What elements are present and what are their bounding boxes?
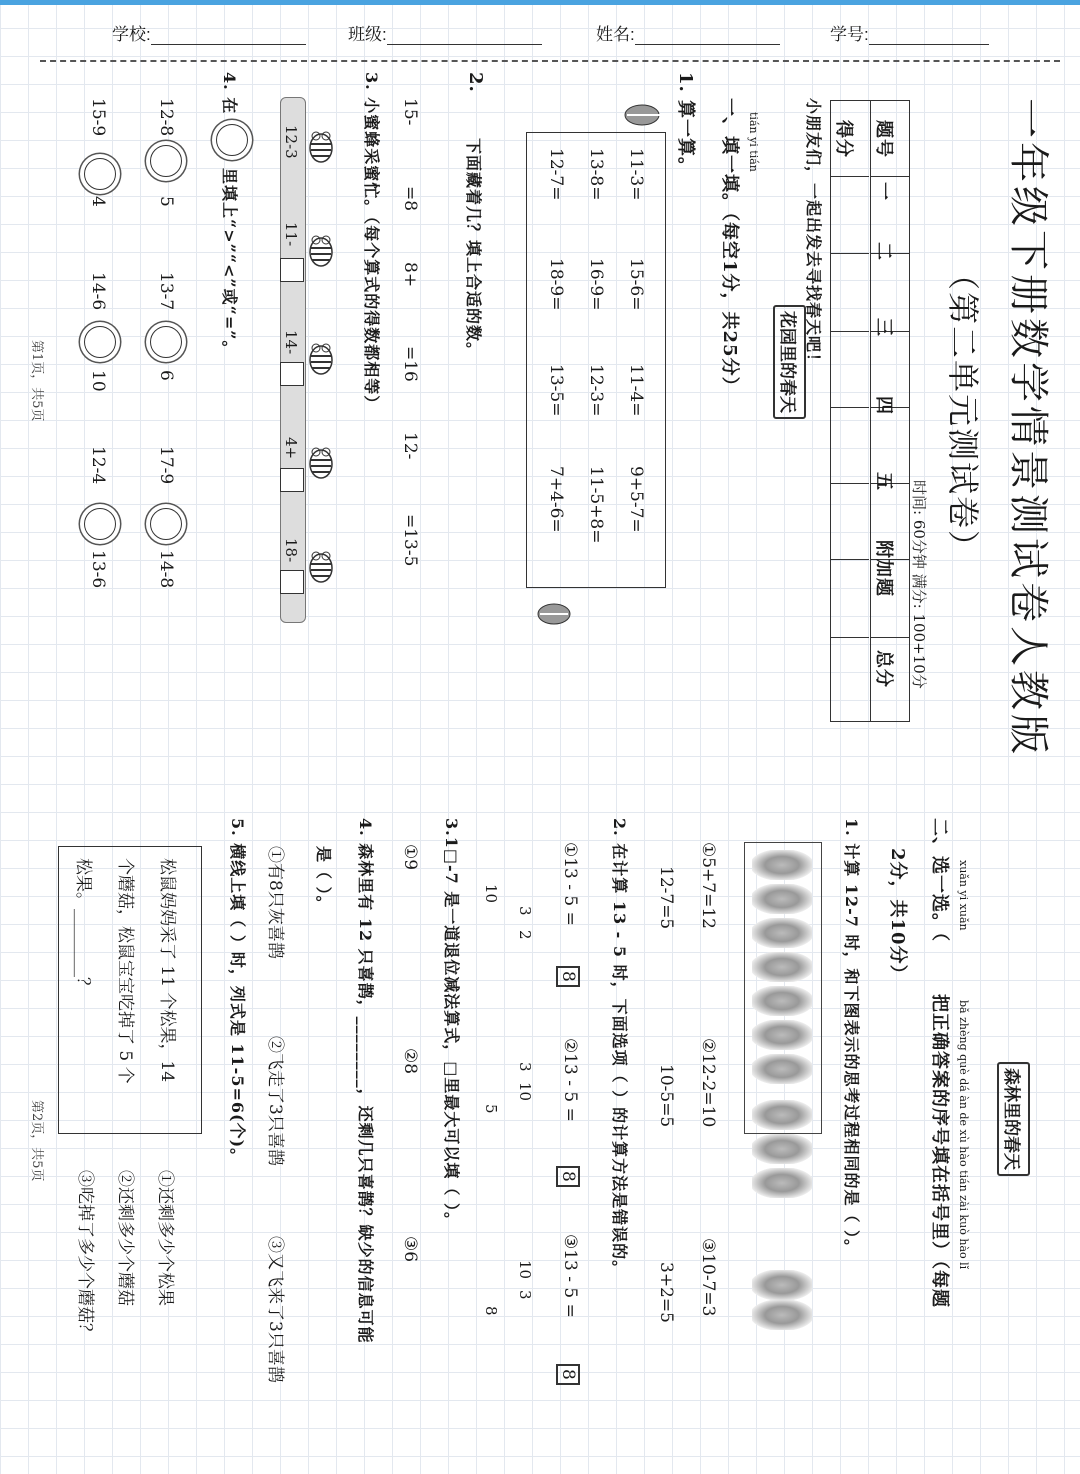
q4-right: 13-6 [88, 550, 108, 589]
pinecone-icon [752, 1020, 812, 1050]
q2-item: 12- [400, 432, 420, 460]
p2q4-option: ①有8只灰喜鹊 [265, 846, 285, 959]
q1-item: 15-6= [626, 258, 646, 311]
q2-item: =16 [400, 346, 420, 382]
p2q5-text: 5. 横线上填（ ）时，列式是 11-5=6(个)。 [228, 818, 247, 1166]
p2q2-answer-box: 8 [556, 1364, 580, 1385]
p2q1-option-line2: 12-7=5 [656, 866, 676, 930]
intro-text: 小朋友们，一起出发去寻找春天吧！ [804, 98, 823, 371]
leaf-decoration-icon [534, 596, 574, 632]
pinecone-icon [752, 986, 812, 1016]
q2-item: 15- [400, 98, 420, 126]
bee-icon [306, 232, 336, 268]
p2q5-box-line: 松鼠妈妈采了 11 个松果，14 [157, 858, 177, 1083]
q1-item: 7+4-6= [546, 466, 566, 533]
page-footer-1: 第1页，共5页 [29, 340, 44, 422]
compare-circle[interactable] [84, 158, 116, 190]
split-num: 10 [516, 1260, 534, 1280]
q4-left: 12-4 [88, 446, 108, 485]
pinecone-icon [752, 1300, 812, 1330]
p2q2-answer-box: 8 [556, 1166, 580, 1187]
p2q3-option: ③6 [400, 1236, 420, 1263]
pinecone-icon [752, 1100, 812, 1130]
q1-item: 12-7= [546, 148, 566, 201]
q2-text: 下面藏着几？填上合适的数。 [464, 138, 483, 360]
q4-text: 里填上“>”“<”或“=”。 [220, 168, 239, 358]
p2q5-option: ③吃掉了多少个蘑菇？ [75, 1170, 95, 1340]
split-num: 3 [516, 1290, 534, 1300]
q3-answer-box[interactable] [280, 570, 304, 594]
bee-icon [306, 128, 336, 164]
q3-answer-box[interactable] [280, 258, 304, 282]
section1-pinyin: tián yi tián [747, 112, 760, 172]
split-num: 8 [482, 1306, 500, 1316]
q1-item: 11-5+8= [586, 466, 606, 544]
section2-pinyin-a: xuǎn yi xuǎn [957, 860, 970, 931]
page-title: 一年级下册数学情景测试卷人教版 [1005, 98, 1051, 758]
pinecone-icon [752, 1168, 812, 1198]
p2q5-box-line: 松果。________？ [73, 858, 93, 994]
p2q2-text: 2. 在计算 13 - 5 时，下面选项（ ）的计算方法是错误的。 [610, 818, 629, 1278]
p2q4-text2: 是（ ）。 [314, 846, 333, 913]
pinecone-icon [752, 1054, 812, 1084]
q2-item: =13-5 [400, 514, 420, 567]
score-table [830, 100, 910, 722]
score-col-5: 五 [873, 472, 894, 491]
p2q5-option: ②还剩多少个蘑菇 [115, 1170, 135, 1306]
score-col-3: 三 [873, 318, 894, 337]
q4-right: 4 [88, 196, 108, 207]
p2q1-option: ①5+7=12 [698, 842, 718, 929]
section2-pinyin-b: bǎ zhèng què dá àn de xù hào tián zài kuò hào lǐ [957, 1000, 970, 1270]
p2q1-option-line2: 3+2=5 [656, 1262, 676, 1323]
q1-item: 11-4= [626, 364, 646, 417]
pinecone-icon [752, 1134, 812, 1164]
section2-title-a: 二、选一选。（ [929, 818, 950, 942]
q1-item: 11-3= [626, 148, 646, 201]
student-id-field: 学号: [830, 20, 989, 45]
q1-label: 1. 算一算。 [675, 72, 696, 177]
pinecone-icon [752, 952, 812, 982]
bee-icon [306, 340, 336, 376]
forest-tag: 森林里的春天 [997, 1062, 1030, 1176]
score-row-label: 题号 [873, 120, 894, 158]
time-info: 时间: 60分钟 满分: 100+10分 [910, 480, 928, 689]
q4-right: 5 [156, 196, 176, 207]
score-col-bonus: 附加题 [873, 540, 894, 597]
score-col-2: 二 [873, 242, 894, 261]
name-field: 姓名: [596, 20, 780, 45]
p2q4-option: ②飞走了3只喜鹊 [265, 1036, 285, 1166]
split-num: 2 [516, 930, 534, 940]
section1-title: 一、填一填。（每空1分，共25分） [719, 98, 740, 396]
q4-left: 17-9 [156, 446, 176, 485]
q3-item: 12-3 [282, 125, 300, 159]
pinecone-icon [752, 884, 812, 914]
p2q1-option: ②12-2=10 [698, 1038, 718, 1128]
q3-answer-box[interactable] [280, 468, 304, 492]
school-field: 学校: [112, 20, 306, 45]
bee-icon [306, 548, 336, 584]
compare-circle[interactable] [84, 508, 116, 540]
q3-label: 3. 小蜜蜂采蜜忙。（每个算式的得数都相等） [362, 72, 381, 413]
section2-title-b: 把正确答案的序号填在括号里）（每题 [929, 994, 950, 1308]
q3-item: 4+ [282, 437, 300, 460]
q3-answer-box[interactable] [280, 362, 304, 386]
split-num: 10 [482, 884, 500, 904]
q4-left: 15-9 [88, 98, 108, 137]
score-col-4: 四 [873, 396, 894, 415]
p2q2-answer-box: 8 [556, 966, 580, 987]
q3-item: 11- [282, 222, 300, 247]
compare-circle[interactable] [150, 508, 182, 540]
pinecone-icon [752, 1270, 812, 1300]
p2q2-option: ①13 - 5 = [560, 842, 580, 926]
class-field: 班级: [348, 20, 542, 45]
page-subtitle: （第二单元测试卷） [944, 258, 982, 565]
p2q3-option: ①9 [400, 844, 420, 871]
split-num: 3 [516, 1062, 534, 1072]
score-col-total: 总分 [873, 650, 894, 688]
q2-label: 2. [465, 72, 486, 93]
p2q2-option: ②13 - 5 = [560, 1038, 580, 1122]
q4-right: 14-8 [156, 550, 176, 589]
section2-title-c: 2分，共10分） [887, 848, 908, 984]
p2q3-text: 3.1□-7 是一道退位减法算式，□里最大可以填（ ）。 [442, 818, 461, 1229]
p2q4-option: ③又飞来了3只喜鹊 [265, 1236, 285, 1383]
cut-line [40, 60, 1060, 62]
p2q1-option: ③10-7=3 [698, 1238, 718, 1317]
p2q2-option: ③13 - 5 = [560, 1234, 580, 1318]
p2q5-option: ①还剩多少个松果 [155, 1170, 175, 1306]
garden-tag: 花园里的春天 [773, 305, 806, 419]
split-num: 10 [516, 1082, 534, 1102]
q4-label: 4. 在 [220, 72, 239, 115]
p2q5-box-line: 个蘑菇，松鼠宝宝吃掉了 5 个 [115, 858, 135, 1084]
split-num: 5 [482, 1104, 500, 1114]
q4-left: 12-8 [156, 98, 176, 137]
p2q4-text: 4. 森林里有 12 只喜鹊，________，还剩几只喜鹊？缺少的信息可能 [356, 818, 375, 1344]
compare-circle[interactable] [84, 326, 116, 358]
leaf-decoration-icon [622, 96, 664, 134]
score-col-1: 一 [873, 182, 894, 201]
p2q3-option: ②8 [400, 1048, 420, 1075]
q4-left: 13-7 [156, 272, 176, 311]
q2-item: 8+ [400, 262, 420, 288]
pinecone-icon [752, 850, 812, 880]
q1-item: 16-9= [586, 258, 606, 311]
p2q1-text: 1. 计算 12-7 时，和下图表示的思考过程相同的是（ ）。 [842, 818, 861, 1257]
q4-left: 14-6 [88, 272, 108, 311]
compare-circle[interactable] [150, 145, 182, 177]
q2-item: =8 [400, 186, 420, 212]
page-footer-2: 第2页，共5页 [29, 1100, 44, 1182]
p2q1-option-line2: 10-5=5 [656, 1064, 676, 1128]
score-label: 得分 [833, 120, 854, 158]
compare-circle[interactable] [150, 326, 182, 358]
q4-right: 6 [156, 370, 176, 381]
q1-item: 9+5-7= [626, 466, 646, 533]
q4-right: 10 [88, 370, 108, 392]
q3-item: 18- [282, 538, 300, 563]
q1-item: 12-3= [586, 364, 606, 417]
q1-item: 18-9= [546, 258, 566, 311]
split-num: 3 [516, 906, 534, 916]
q3-item: 14- [282, 330, 300, 355]
q1-item: 13-5= [546, 364, 566, 417]
top-accent-bar [0, 0, 1080, 5]
bee-icon [306, 444, 336, 480]
flower-icon [216, 124, 248, 156]
q1-item: 13-8= [586, 148, 606, 201]
pinecone-icon [752, 918, 812, 948]
